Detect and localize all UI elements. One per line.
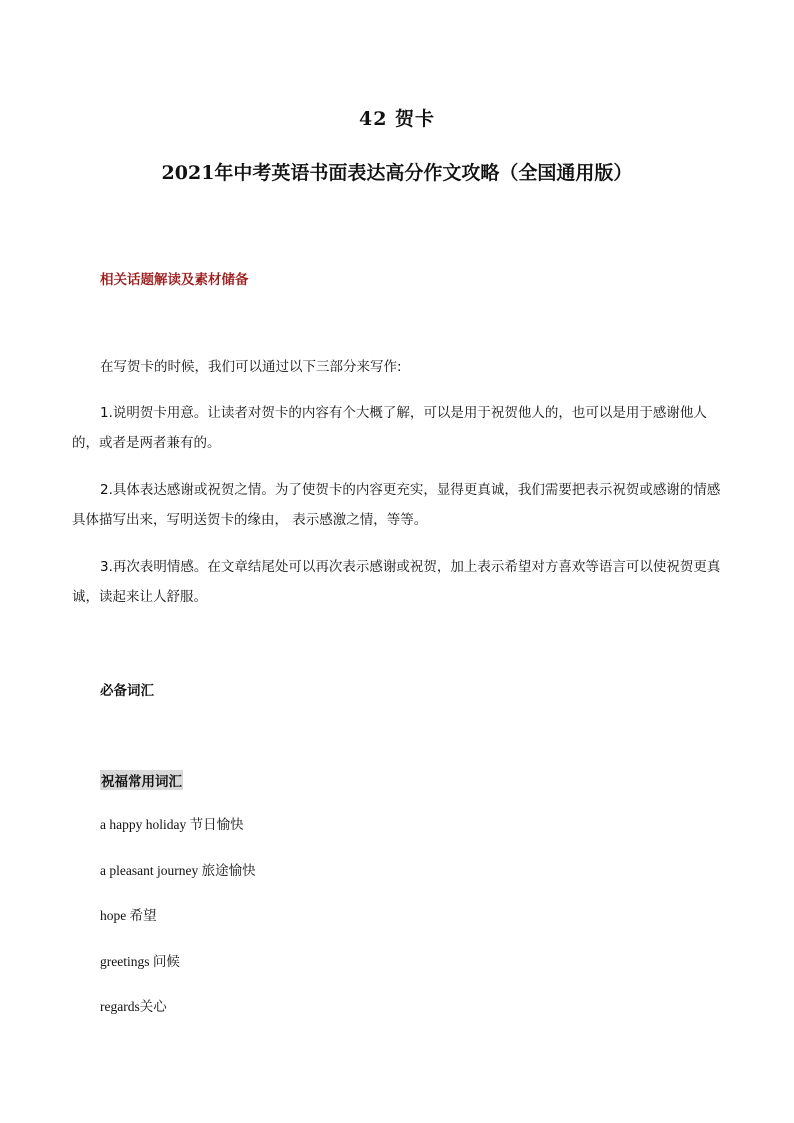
point-paragraph-3 — [72, 552, 724, 612]
vocab-subheading: 祝福常用词汇 — [100, 770, 183, 790]
vocab-zh: 希望 — [129, 908, 157, 924]
vocab-heading: 必备词汇 — [100, 683, 154, 699]
vocab-zh: 问候 — [152, 953, 180, 970]
vocab-en: hope — [100, 908, 127, 923]
intro-text: 在写贺卡的时候，我们可以通过以下三部分来写作: — [100, 359, 402, 375]
list-item — [100, 995, 256, 1041]
list-item — [100, 859, 256, 905]
vocab-en: a pleasant journey — [100, 862, 199, 878]
intro-paragraph — [72, 352, 724, 382]
section-heading: 相关话题解读及素材储备 — [100, 272, 249, 288]
vocab-zh: 旅途愉快 — [201, 862, 256, 879]
point-text-3: 3.再次表明情感。在文章结尾处可以再次表示感谢或祝贺，加上表示希望对方喜欢等语言可以使祝贺更真诚，读起来让人舒服。 — [72, 559, 721, 605]
vocab-en: a happy holiday — [100, 817, 187, 832]
point-text-1: 1.说明贺卡用意。让读者对贺卡的内容有个大概了解，可以是用于祝贺他人的，也可以是用于感谢他人的，或者是两者兼有的。 — [72, 405, 707, 451]
vocab-en: regards — [100, 999, 140, 1014]
list-item — [100, 813, 256, 859]
point-paragraph-1 — [72, 398, 724, 458]
point-text-2: 2.具体表达感谢或祝贺之情。为了使贺卡的内容更充实，显得更真诚，我们需要把表示祝贺或感谢的情感具体描写出来，写明送贺卡的缘由， 表示感激之情，等等。 — [72, 482, 721, 528]
point-paragraph-2 — [72, 475, 724, 535]
document-subtitle: 2021年中考英语书面表达高分作文攻略（全国通用版） — [161, 162, 633, 184]
document-title: 42 贺卡 — [358, 108, 436, 130]
vocab-list — [100, 813, 256, 1041]
vocab-en: greetings — [100, 953, 150, 969]
list-item — [100, 904, 256, 950]
vocab-zh: 关心 — [139, 999, 167, 1015]
vocab-zh: 节日愉快 — [189, 817, 244, 833]
list-item — [100, 950, 256, 996]
